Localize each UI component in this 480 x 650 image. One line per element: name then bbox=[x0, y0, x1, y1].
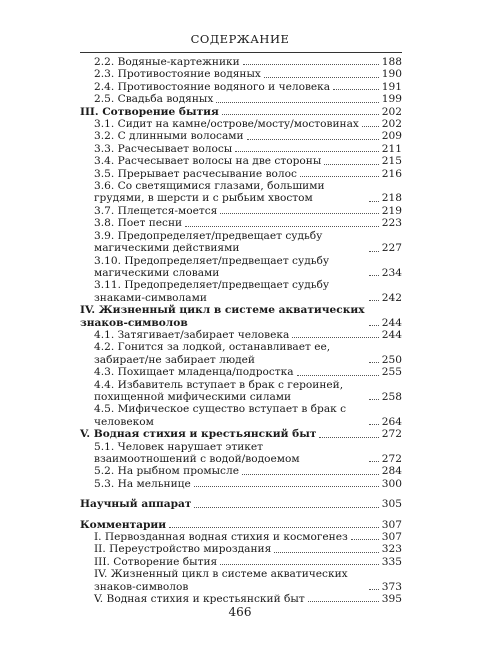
dot-leader bbox=[369, 461, 379, 462]
toc-entry-title: I. Первозданная водная стихия и космогенез bbox=[94, 531, 348, 544]
dot-leader bbox=[220, 213, 378, 214]
dot-leader bbox=[292, 337, 378, 338]
toc-entry-page: 250 bbox=[381, 353, 402, 366]
toc-entry-title: 3.1. Сидит на камне/острове/мосту/мостовинах bbox=[94, 118, 359, 131]
toc-entry[interactable] bbox=[80, 403, 402, 428]
toc-entry-page: 335 bbox=[381, 555, 402, 568]
toc-entry-title: 2.4. Противостояние водяного и человека bbox=[94, 80, 331, 93]
toc-entry-page: 300 bbox=[381, 477, 402, 490]
toc-entry[interactable] bbox=[80, 341, 402, 366]
toc-entry-page: 227 bbox=[381, 242, 402, 255]
toc-spacer bbox=[80, 490, 402, 498]
toc-entry[interactable] bbox=[80, 143, 402, 155]
toc-entry-title: 4.5. Мифическое существо вступает в брак с человеком bbox=[94, 403, 347, 428]
table-of-contents bbox=[80, 56, 402, 605]
toc-entry[interactable] bbox=[80, 255, 402, 280]
toc-entry-page: 202 bbox=[381, 118, 402, 131]
toc-entry-page: 199 bbox=[381, 93, 402, 106]
toc-entry-title: III. Сотворение бытия bbox=[94, 555, 218, 568]
toc-entry-title: 4.1. Затягивает/забирает человека bbox=[94, 328, 290, 341]
toc-entry-title: 5.1. Человек нарушает этикет взаимоотношений с водой/водоемом bbox=[94, 440, 300, 465]
dot-leader bbox=[243, 64, 379, 65]
toc-entry[interactable] bbox=[80, 478, 402, 490]
toc-entry-page: 216 bbox=[381, 167, 402, 180]
toc-entry-title: II. Переустройство мироздания bbox=[94, 543, 272, 556]
toc-entry-page: 242 bbox=[381, 291, 402, 304]
toc-entry-page: 272 bbox=[381, 453, 402, 465]
toc-entry[interactable] bbox=[80, 366, 402, 378]
toc-entry-page: 305 bbox=[381, 498, 402, 511]
dot-leader bbox=[297, 375, 379, 376]
toc-entry-page: 244 bbox=[381, 316, 402, 329]
toc-entry-title: 2.5. Свадьба водяных bbox=[94, 93, 214, 106]
toc-entry-title: Комментарии bbox=[80, 518, 167, 531]
toc-entry-page: 211 bbox=[381, 142, 402, 155]
toc-entry-page: 218 bbox=[381, 192, 402, 205]
toc-entry-title: V. Водная стихия и крестьянский быт bbox=[94, 593, 305, 606]
toc-entry-title: 3.11. Предопределяет/предвещает судьбу знаками-символами bbox=[94, 279, 330, 304]
toc-entry-page: 272 bbox=[381, 428, 402, 441]
dot-leader bbox=[185, 226, 379, 227]
toc-section[interactable] bbox=[80, 498, 402, 510]
dot-leader bbox=[369, 589, 379, 590]
page-number: 466 bbox=[228, 605, 252, 619]
toc-entry[interactable] bbox=[80, 441, 402, 466]
toc-entry-page: 234 bbox=[381, 266, 402, 279]
toc-entry-title: 5.2. На рыбном промысле bbox=[94, 465, 239, 478]
toc-entry-title: 3.7. Плещется-моется bbox=[94, 204, 218, 217]
dot-leader bbox=[362, 126, 379, 127]
dot-leader bbox=[369, 362, 379, 363]
toc-entry[interactable] bbox=[80, 180, 402, 205]
toc-entry-title: 2.2. Водяные-картежники bbox=[94, 56, 240, 68]
running-header: СОДЕРЖАНИЕ bbox=[190, 32, 290, 46]
toc-entry-page: 373 bbox=[381, 580, 402, 593]
dot-leader bbox=[242, 474, 379, 475]
toc-spacer bbox=[80, 511, 402, 519]
header-rule bbox=[80, 52, 402, 53]
toc-entry[interactable] bbox=[80, 279, 402, 304]
dot-leader bbox=[319, 437, 378, 438]
dot-leader bbox=[264, 77, 379, 78]
toc-entry-title: III. Сотворение бытия bbox=[80, 105, 219, 118]
toc-entry-page: 284 bbox=[381, 465, 402, 478]
toc-entry-page: 255 bbox=[381, 366, 402, 379]
toc-entry-title: 5.3. На мельнице bbox=[94, 477, 191, 490]
dot-leader bbox=[369, 424, 379, 425]
toc-section[interactable] bbox=[80, 519, 402, 531]
toc-entry[interactable] bbox=[80, 329, 402, 341]
dot-leader bbox=[300, 176, 379, 177]
toc-entry[interactable] bbox=[80, 593, 402, 605]
toc-entry-title: 2.3. Противостояние водяных bbox=[94, 68, 261, 81]
toc-section[interactable] bbox=[80, 428, 402, 440]
toc-section[interactable] bbox=[80, 304, 402, 329]
toc-entry[interactable] bbox=[80, 130, 402, 142]
toc-entry[interactable] bbox=[80, 556, 402, 568]
dot-leader bbox=[220, 564, 379, 565]
dot-leader bbox=[333, 89, 379, 90]
toc-entry-title: IV. Жизненный цикл в системе акватических знаков-символов bbox=[94, 568, 348, 593]
toc-section[interactable] bbox=[80, 106, 402, 118]
toc-entry-title: 3.6. Со светящимися глазами, большими грудями, в шерсти и с рыбьим хвостом bbox=[94, 180, 325, 205]
toc-entry-title: V. Водная стихия и крестьянский быт bbox=[80, 428, 317, 441]
toc-entry-page: 209 bbox=[381, 130, 402, 143]
toc-entry[interactable] bbox=[80, 68, 402, 80]
toc-entry-page: 395 bbox=[381, 593, 402, 606]
toc-entry-page: 244 bbox=[381, 328, 402, 341]
dot-leader bbox=[194, 486, 379, 487]
toc-entry[interactable] bbox=[80, 568, 402, 593]
toc-entry-title: 3.8. Поет песни bbox=[94, 217, 183, 230]
toc-entry-title: 3.3. Расчесывает волосы bbox=[94, 142, 233, 155]
toc-entry[interactable] bbox=[80, 155, 402, 167]
toc-entry-title: 3.9. Предопределяет/предвещает судьбу магическими действиями bbox=[94, 229, 323, 255]
toc-entry-page: 191 bbox=[381, 80, 402, 93]
toc-entry[interactable] bbox=[80, 118, 402, 130]
toc-entry[interactable] bbox=[80, 230, 402, 255]
toc-entry-page: 219 bbox=[381, 204, 402, 217]
dot-leader bbox=[369, 325, 379, 326]
dot-leader bbox=[308, 601, 379, 602]
toc-entry-title: IV. Жизненный цикл в системе акватических знаков-символов bbox=[80, 304, 365, 329]
toc-entry[interactable] bbox=[80, 56, 402, 68]
toc-entry[interactable] bbox=[80, 93, 402, 105]
toc-entry[interactable] bbox=[80, 543, 402, 555]
toc-entry-title: 3.2. С длинными волосами bbox=[94, 130, 244, 143]
dot-leader bbox=[235, 151, 379, 152]
dot-leader bbox=[351, 539, 379, 540]
toc-entry-title: 4.3. Похищает младенца/подростка bbox=[94, 366, 294, 379]
toc-entry[interactable] bbox=[80, 217, 402, 229]
toc-entry-title: 3.5. Прерывает расчесывание волос bbox=[94, 167, 297, 180]
toc-entry[interactable] bbox=[80, 379, 402, 404]
dot-leader bbox=[369, 300, 379, 301]
toc-entry[interactable] bbox=[80, 531, 402, 543]
dot-leader bbox=[247, 139, 379, 140]
dot-leader bbox=[369, 251, 379, 252]
toc-entry-page: 264 bbox=[381, 415, 402, 428]
toc-entry[interactable] bbox=[80, 81, 402, 93]
toc-entry-page: 323 bbox=[381, 543, 402, 556]
toc-entry-page: 307 bbox=[381, 531, 402, 544]
toc-entry-page: 307 bbox=[381, 518, 402, 531]
dot-leader bbox=[369, 201, 379, 202]
toc-entry-title: 4.2. Гонится за лодкой, останавливает ее, забирает/не забирает людей bbox=[94, 341, 331, 366]
dot-leader bbox=[194, 507, 378, 508]
dot-leader bbox=[222, 114, 379, 115]
dot-leader bbox=[216, 102, 378, 103]
dot-leader bbox=[169, 527, 379, 528]
dot-leader bbox=[369, 275, 379, 276]
toc-entry[interactable] bbox=[80, 168, 402, 180]
toc-entry-page: 223 bbox=[381, 217, 402, 230]
toc-entry-title: Научный аппарат bbox=[80, 498, 192, 511]
toc-entry[interactable] bbox=[80, 465, 402, 477]
toc-entry-title: 4.4. Избавитель вступает в брак с героиней, похищенной мифическими силами bbox=[94, 378, 344, 403]
toc-entry-page: 190 bbox=[381, 68, 402, 81]
toc-entry-page: 215 bbox=[381, 155, 402, 168]
toc-entry-page: 202 bbox=[381, 105, 402, 118]
dot-leader bbox=[369, 399, 379, 400]
dot-leader bbox=[274, 552, 378, 553]
dot-leader bbox=[324, 164, 379, 165]
toc-entry-page: 188 bbox=[381, 56, 402, 68]
toc-entry-title: 3.4. Расчесывает волосы на две стороны bbox=[94, 155, 322, 168]
toc-entry[interactable] bbox=[80, 205, 402, 217]
toc-entry-page: 258 bbox=[381, 390, 402, 403]
toc-entry-title: 3.10. Предопределяет/предвещает судьбу магическими словами bbox=[94, 254, 330, 279]
